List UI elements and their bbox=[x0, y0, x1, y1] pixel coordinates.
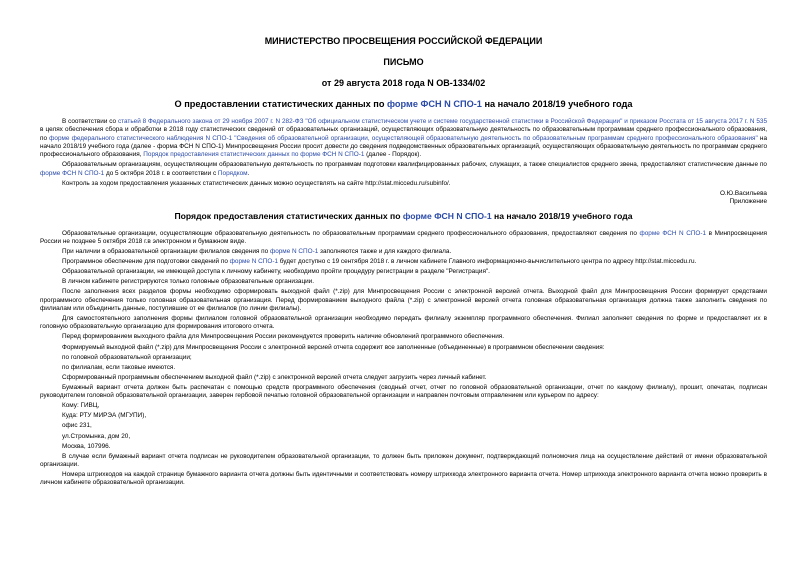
letter-paragraph-3: Контроль за ходом предоставления указанных статистических данных можно осуществлять на сайте http://stat.miccedu.ru/subinfo/. bbox=[62, 179, 451, 187]
form-spo1-link[interactable]: форме ФСН N СПО-1 bbox=[40, 169, 105, 177]
form-spo1-link-4[interactable]: форме N СПО-1 bbox=[229, 258, 278, 266]
appendix-label: Приложение bbox=[729, 198, 767, 206]
law-link[interactable]: статьей 8 Федерального закона от 29 ноября 2007 г. N 282-ФЗ "Об официальном статистическом учете и системе государственной статистики в Российской Федерации" и приказом Росстата от 15 августа 2017 г. N 535 bbox=[117, 118, 767, 125]
form-spo1-link-3[interactable]: форме N СПО-1 bbox=[269, 247, 319, 255]
procedure-paragraph-14: В случае если бумажный вариант отчета подписан не руководителем образовательной организации, то должен быть приложен документ, подтверждающий полномочия лица на осуществление действий от имени образовательной организации. bbox=[40, 452, 767, 469]
address-line-5: Москва, 107996. bbox=[62, 442, 111, 450]
address-line-2: Куда: РТУ МИРЭА (МГУПИ), bbox=[62, 412, 147, 420]
procedure-paragraph-10: по головной образовательной организации; bbox=[62, 353, 192, 361]
letter-paragraph-1: В соответствии со статьей 8 Федерального закона от 29 ноября 2007 г. N 282-ФЗ "Об официальном статистическом учете и системе государственной статистики в Российской Федерации" и приказом Росстата от 15 августа 2017 г. N 535 в целях обеспечения сбора и обработки в 2018 году статистических сведений от образовательных организаций, осуществляющих образовательную деятельность по образовательным программам среднего профессионального образования, по форме федерального статистического наблюдения N СПО-1 "Сведения об образовательной организации, осуществляющей образовательную деятельность по образовательным программам среднего профессионального образования" на начало 2018/19 учебного года (далее - форма ФСН N СПО-1) Минпросвещения России просит довести до сведения подведомственных образовательных организаций, осуществляющих образовательную деятельность по программам среднего профессионального образования, Порядок предоставления статистических данных по форме ФСН N СПО-1 (далее - Порядок). bbox=[40, 118, 767, 159]
letter-title-text-end: на начало 2018/19 учебного года bbox=[481, 99, 633, 109]
address-line-4: ул.Стромынка, дом 20, bbox=[62, 432, 131, 440]
procedure-paragraph-11: по филиалам, если таковые имеются. bbox=[62, 363, 176, 371]
procedure-paragraph-12: Сформированный программным обеспечением выходной файл (*.zip) с электронной версией отчета следует загрузить через личный кабинет. bbox=[62, 373, 487, 381]
procedure-paragraph-1: Образовательные организации, осуществляющие образовательную деятельность по образовательным программам среднего профессионального образования, предоставляют сведения по форме ФСН N СПО-1 в Минпросвещения России не позднее 5 октября 2018 г.в электронном и бумажном виде. bbox=[40, 229, 767, 245]
procedure-short-link[interactable]: Порядком bbox=[217, 169, 248, 177]
procedure-paragraph-2: При наличии в образовательной организации филиалов сведения по форме N СПО-1 заполняются также и для каждого филиала. bbox=[62, 247, 452, 255]
address-line-1: Кому: ГИВЦ, bbox=[62, 402, 100, 410]
procedure-paragraph-15: Номера штрихкодов на каждой странице бумажного варианта отчета должны быть идентичными и соответствовать номеру штрихкода электронного варианта отчета. Номер штрихкода электронного варианта отчета можно проверить в личном кабинете образовательной организации. bbox=[40, 471, 767, 487]
form-spo1-link-2[interactable]: форме ФСН N СПО-1 bbox=[639, 229, 707, 237]
procedure-paragraph-5: В личном кабинете регистрируются только головные образовательные организации. bbox=[62, 278, 315, 286]
procedure-title: Порядок предоставления статистических данных по форме ФСН N СПО-1 на начало 2018/19 учебного года bbox=[174, 210, 633, 221]
procedure-paragraph-7: Для самостоятельного заполнения формы филиалом головной образовательной организации необходимо передать филиалу экземпляр программного обеспечения. Филиал заполняет сведения по форме и предоставляет их в головную образовательную организацию для формирования итогового отчета. bbox=[40, 315, 767, 331]
procedure-paragraph-9: Формируемый выходной файл (*.zip) для Минпросвещения России с электронной версией отчета содержит все заполненные (объединенные) в программном обеспечении сведения: bbox=[62, 343, 605, 351]
document-type: ПИСЬМО bbox=[383, 57, 424, 67]
letter-title bbox=[40, 99, 767, 110]
procedure-paragraph-13: Бумажный вариант отчета должен быть распечатан с помощью средств программного обеспечения (сводный отчет, отчет по головной образовательной организации, отчет по каждому филиалу), прошит, опечатан, подписан руководителем головной образовательной организации, заверен гербовой печатью головной образовательной организации и направлен почтовым отправлением или курьером по адресу: bbox=[40, 383, 767, 400]
letter-paragraph-2: Образовательным организациям, осуществляющим образовательную деятельность по программам подготовки квалифицированных рабочих, служащих, а также специалистов среднего звена, предоставляют статистические данные по форме ФСН N СПО-1 до 5 октября 2018 г. в соответствии с Порядком. bbox=[40, 161, 767, 177]
procedure-paragraph-3: Программное обеспечение для подготовки сведений по форме N СПО-1 будет доступно с 19 сентября 2018 г. в личном кабинете Главного информационно-вычислительного центра по адресу http://stat.miccedu.ru. bbox=[62, 258, 697, 266]
letter-title-link[interactable]: форме ФСН N СПО-1 bbox=[387, 99, 482, 109]
form-link[interactable]: форме федерального статистического наблюдения N СПО-1 "Сведения об образовательной организации, осуществляющей образовательную деятельность по образовательным программам среднего профессионального образования" bbox=[49, 134, 758, 142]
letter-title-text: О предоставлении статистических данных по bbox=[174, 99, 388, 109]
procedure-title-link[interactable]: форме ФСН N СПО-1 bbox=[402, 210, 492, 221]
ministry-heading: МИНИСТЕРСТВО ПРОСВЕЩЕНИЯ РОССИЙСКОЙ ФЕДЕРАЦИИ bbox=[264, 36, 543, 46]
signature: О.Ю.Васильева bbox=[719, 189, 767, 197]
procedure-link[interactable]: Порядок предоставления статистических данных по форме ФСН N СПО-1 bbox=[143, 151, 365, 159]
address-line-3: офис 231, bbox=[62, 422, 92, 430]
document-date-number: от 29 августа 2018 года N ОВ-1334/02 bbox=[321, 78, 486, 88]
procedure-paragraph-6: После заполнения всех разделов формы необходимо сформировать выходной файл (*.zip) для Минпросвещения России с электронной версией отчета. Выходной файл для Минпросвещения России формирует средствами программного обеспечения только головная образовательная организация. Перед формированием выходного файла (*.zip) с электронной версией отчета головная образовательная организация должна также заполнить сведения по филиалам или объединить данные, поступившие от ее филиалов (по линии филиалы). bbox=[40, 288, 767, 312]
procedure-paragraph-4: Образовательной организации, не имеющей доступа к личному кабинету, необходимо пройти процедуру регистрации в разделе "Регистрация". bbox=[62, 268, 490, 276]
procedure-paragraph-8: Перед формированием выходного файла для Минпросвещения России рекомендуется проверить наличие обновлений программного обеспечения. bbox=[62, 333, 505, 341]
